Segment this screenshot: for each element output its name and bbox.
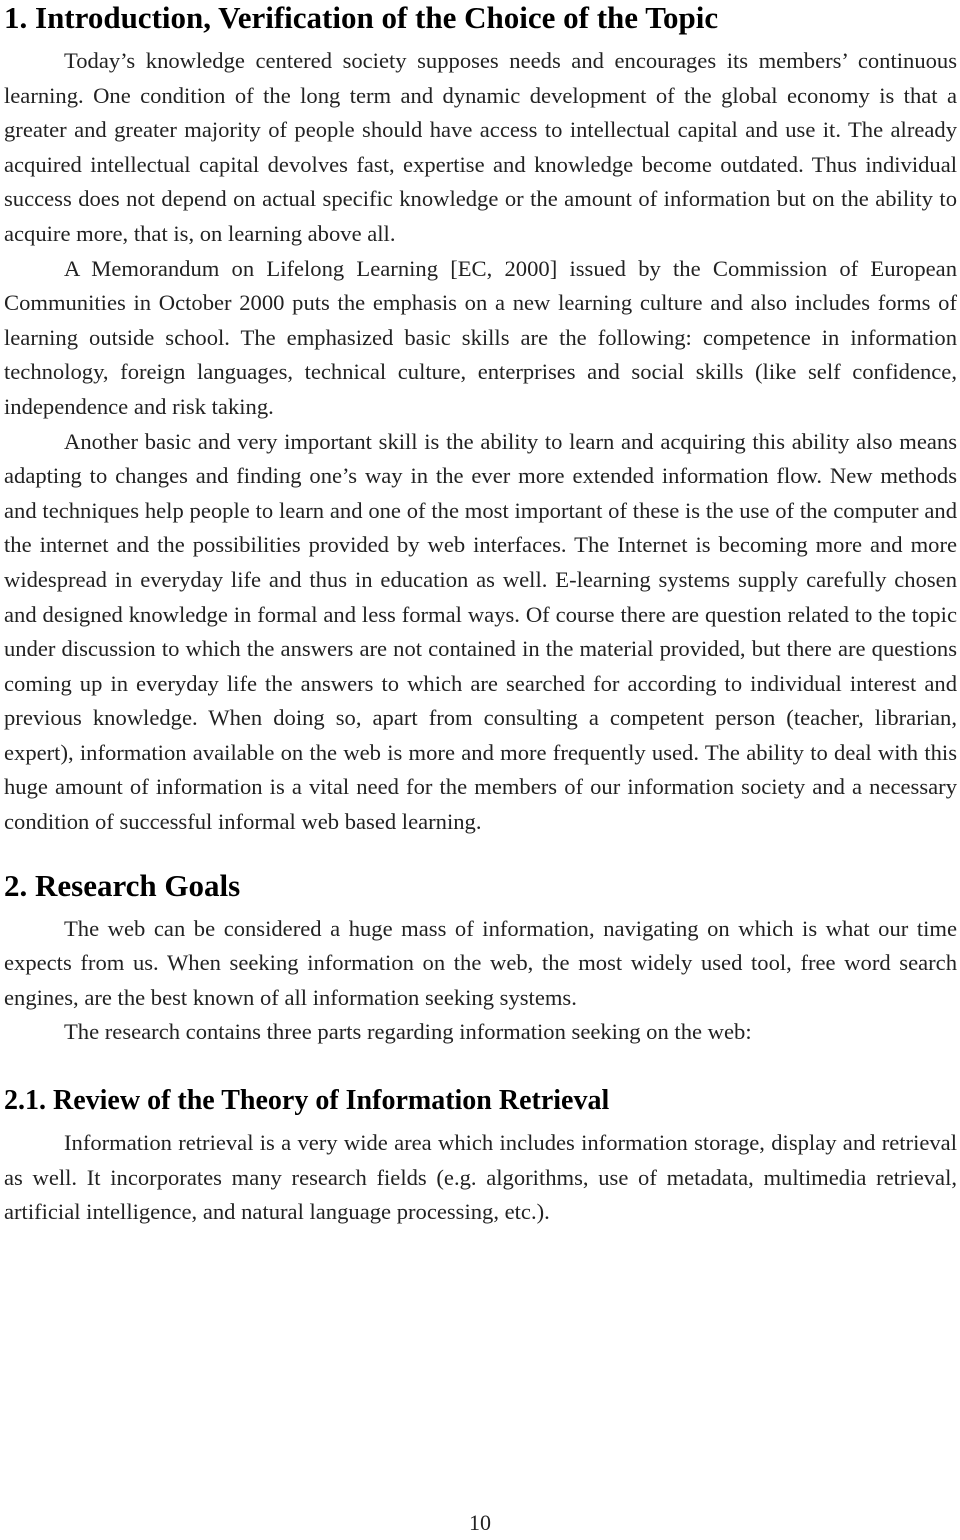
section-2-1-heading: 2.1. Review of the Theory of Information Retrieval — [4, 1085, 610, 1117]
page-number: 10 — [469, 1510, 491, 1535]
section-1-paragraph-3: Another basic and very important skill is the ability to learn and acquiring this ability also means adapting to changes and finding one’s way in the ever more extended information flow. New methods and techniques help people to learn and one of the most important of these is the use of the computer and the internet and the possibilities provided by web interfaces. The Internet is becoming more and more widespread in everyday life and thus in education as well. E-learning systems supply carefully chosen and designed knowledge in formal and less formal ways. Of course there are question related to the topic under discussion to which the answers are not contained in the material provided, but there are questions coming up in everyday life the answers to which are searched for according to individual interest and previous knowledge. When doing so, apart from consulting a competent person (teacher, librarian, expert), information available on the web is more and more frequently used. The ability to deal with this huge amount of information is a vital need for the members of our information society and a necessary condition of successful informal web based learning. — [4, 428, 957, 835]
section-1-paragraph-2: A Memorandum on Lifelong Learning [EC, 2000] issued by the Commission of European Communities in October 2000 puts the emphasis on a new learning culture and also includes forms of learning outside school. The emphasized basic skills are the following: competence in information technology, foreign languages, technical culture, enterprises and social skills (like self confidence, independence and risk taking. — [4, 255, 957, 419]
document-page — [4, 0, 957, 1230]
section-2-paragraph-1: The web can be considered a huge mass of information, navigating on which is what our time expects from us. When seeking information on the web, the most widely used tool, free word search engines, are the best known of all information seeking systems. — [4, 915, 957, 1010]
section-2-1-paragraph-1: Information retrieval is a very wide area which includes information storage, display and retrieval as well. It incorporates many research fields (e.g. algorithms, use of metadata, multimedia retrieval, artificial intelligence, and natural language processing, etc.). — [4, 1130, 957, 1225]
section-1-paragraph-1: Today’s knowledge centered society supposes needs and encourages its members’ continuous learning. One condition of the long term and dynamic development of the global economy is that a greater and greater majority of people should have access to intellectual capital and use it. The already acquired intellectual capital devolves fast, expertise and knowledge become outdated. Thus individual success does not depend on actual specific knowledge or the amount of information but on the ability to acquire more, that is, on learning above all. — [4, 48, 957, 246]
section-2-heading: 2. Research Goals — [4, 867, 241, 903]
section-1-heading: 1. Introduction, Verification of the Choice of the Topic — [4, 0, 719, 35]
section-2-paragraph-2: The research contains three parts regarding information seeking on the web: — [64, 1019, 752, 1045]
